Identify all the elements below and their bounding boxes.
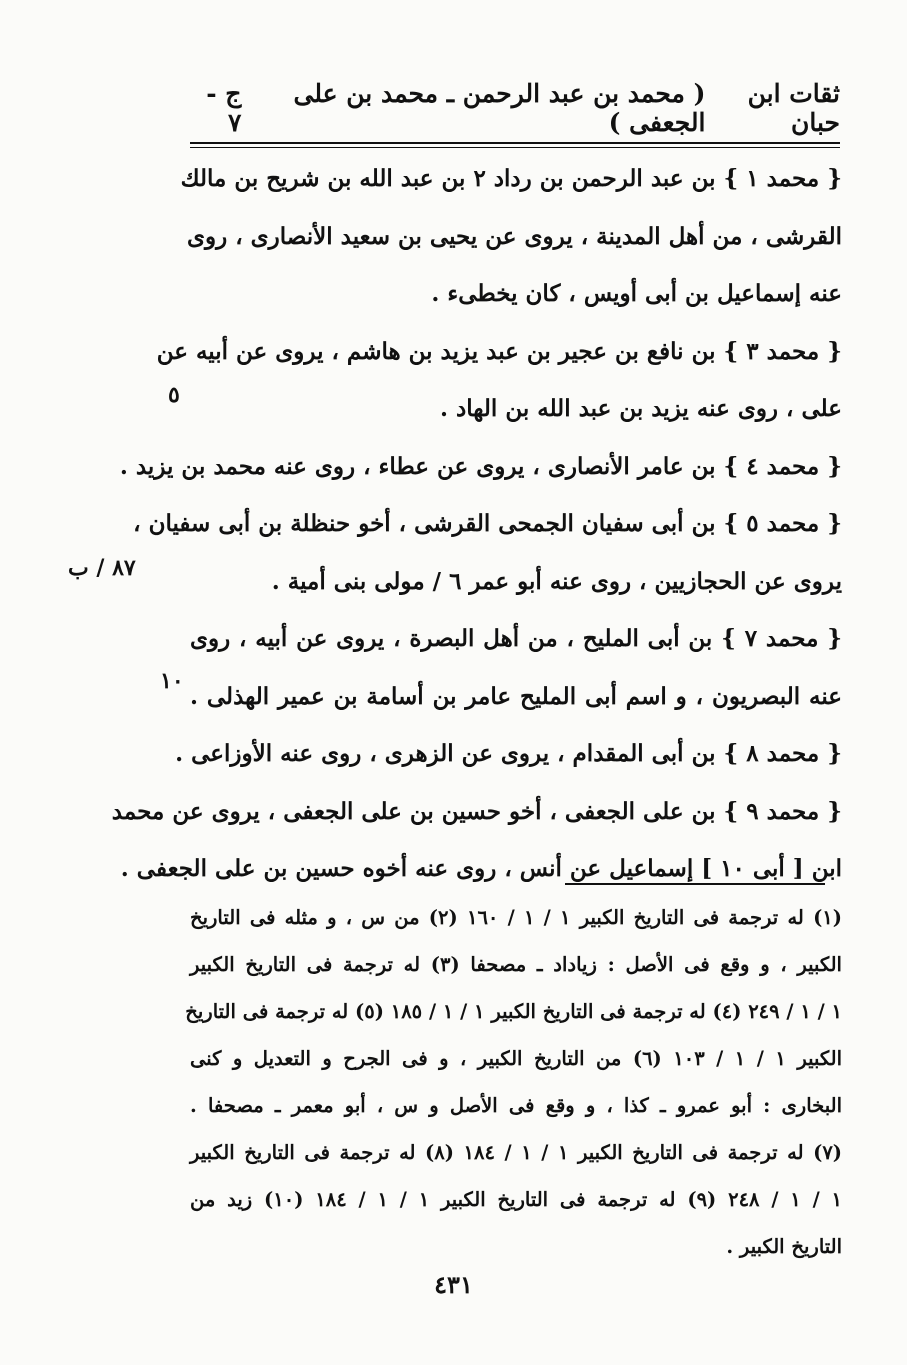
- text-line: يروى عن الحجازيين ، روى عنه أبو عمر ٦ / مولى بنى أمية .: [271, 567, 842, 595]
- footnote-line: الكبير ١ / ١ / ١٠٣ (٦) من التاريخ الكبير ، و فى الجرح و التعديل و كنى: [190, 1047, 843, 1070]
- footnotes: [185, 894, 843, 1270]
- entry-range: ( محمد بن عبد الرحمن ـ محمد بن على الجعفى ): [293, 79, 706, 137]
- footnote-line: ١ / ١ / ٢٤٩ (٤) له ترجمة فى التاريخ الكبير ١ / ١ / ١٨٥ (٥) له ترجمة فى التاريخ: [185, 1000, 842, 1023]
- text-line: { محمد ٤ } بن عامر الأنصارى ، يروى عن عطاء ، روى عنه محمد بن يزيد .: [119, 452, 842, 480]
- page-number: ٤٣١: [434, 1270, 473, 1299]
- footnote-line: البخارى : أبو عمرو ـ كذا ، و وقع فى الأصل و س ، أبو معمر ـ مصحفا .: [190, 1094, 842, 1117]
- text-line: { محمد ٨ } بن أبى المقدام ، يروى عن الزهرى ، روى عنه الأوزاعى .: [175, 740, 842, 767]
- footnote-line: ١ / ١ / ٢٤٨ (٩) له ترجمة فى التاريخ الكبير ١ / ١ / ١٨٤ (١٠) زيد من: [190, 1188, 843, 1211]
- header-rule-thin: [190, 147, 840, 148]
- text-line: { محمد ١ } بن عبد الرحمن بن رداد ٢ بن عبد الله بن شريح بن مالك: [180, 165, 842, 192]
- volume-number: ج - ٧: [206, 79, 242, 137]
- line-number-5: ٥: [168, 382, 180, 408]
- line-number-10: ١٠: [160, 668, 184, 694]
- text-line: { محمد ٧ } بن أبى المليح ، من أهل البصرة ، يروى عن أبيه ، روى: [190, 625, 843, 652]
- text-line: ابن [ أبى ١٠ ] إسماعيل عن أنس ، روى عنه أخوه حسين بن على الجعفى .: [120, 855, 842, 882]
- footnote-line: (٧) له ترجمة فى التاريخ الكبير ١ / ١ / ١٨٤ (٨) له ترجمة فى التاريخ الكبير: [190, 1141, 843, 1164]
- text-line: { محمد ٣ } بن نافع بن عجير بن عبد يزيد بن هاشم ، يروى عن أبيه عن: [156, 337, 842, 365]
- text-line: على ، روى عنه يزيد بن عبد الله بن الهاد .: [440, 395, 842, 422]
- text-line: القرشى ، من أهل المدينة ، يروى عن يحيى بن سعيد الأنصارى ، روى: [186, 222, 842, 250]
- footnote-line: التاريخ الكبير .: [726, 1235, 842, 1258]
- text-line: { محمد ٩ } بن على الجعفى ، أخو حسين بن على الجعفى ، يروى عن محمد: [111, 797, 842, 825]
- folio-marker: ٨٧ / ب: [68, 555, 136, 581]
- text-line: عنه البصريون ، و اسم أبى المليح عامر بن أسامة بن عمير الهذلى .: [190, 682, 842, 710]
- text-line: عنه إسماعيل بن أبى أويس ، كان يخطىء .: [431, 280, 842, 307]
- footnote-line: الكبير ، و وقع فى الأصل : زياداد ـ مصحفا (٣) له ترجمة فى التاريخ الكبير: [190, 953, 842, 976]
- header-rule: [190, 142, 840, 144]
- running-header: [190, 79, 840, 137]
- footnote-line: (١) له ترجمة فى التاريخ الكبير ١ / ١ / ١٦٠ (٢) من س ، و مثله فى التاريخ: [190, 906, 843, 929]
- book-title: ثقات ابن حبان: [747, 79, 840, 137]
- main-text: [111, 150, 843, 898]
- footnote-rule: [565, 883, 825, 885]
- text-line: { محمد ٥ } بن أبى سفيان الجمحى القرشى ، أخو حنظلة بن أبى سفيان ،: [133, 510, 842, 537]
